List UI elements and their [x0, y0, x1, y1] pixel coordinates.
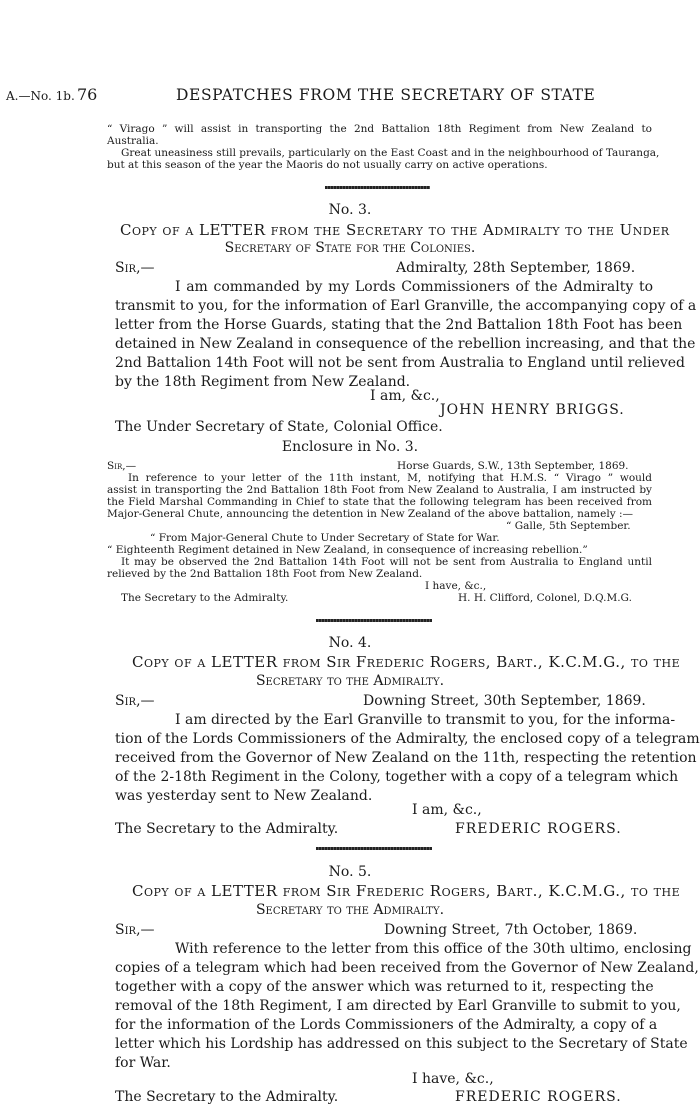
enclosure-line: It may be observed the 2nd Battalion 14th Foot will not be sent from Australia to England until: [121, 556, 652, 568]
body-line: for War.: [115, 1055, 171, 1071]
intro-line: Australia.: [107, 135, 159, 147]
running-title: DESPATCHES FROM THE SECRETARY OF STATE: [176, 86, 596, 104]
place-date: Downing Street, 30th September, 1869.: [363, 693, 646, 709]
signature: H. H. Clifford, Colonel, D.Q.M.G.: [458, 592, 632, 604]
body-line: letter which his Lordship has addressed on this subject to the Secretary of State: [115, 1036, 688, 1052]
addressee: The Secretary to the Admiralty.: [115, 821, 339, 837]
telegram-text: “ Eighteenth Regiment detained in New Zealand, in consequence of increasing rebellion.”: [107, 544, 588, 556]
enclosure-title: Enclosure in No. 3.: [281, 439, 419, 455]
addressee: The Secretary to the Admiralty.: [115, 1089, 339, 1105]
salutation: Sir,—: [115, 260, 155, 276]
salutation: Sir,—: [115, 693, 155, 709]
intro-line: “ Virago ” will assist in transporting the 2nd Battalion 18th Regiment from New Zealand to: [107, 123, 652, 135]
body-line: was yesterday sent to New Zealand.: [115, 788, 373, 804]
letter-title: Copy of a LETTER from the Secretary to the Admiralty to the Under: [120, 221, 670, 239]
body-line: 2nd Battalion 14th Foot will not be sent from Australia to England until relieved: [115, 355, 686, 371]
body-line: transmit to you, for the information of Earl Granville, the accompanying copy of a: [115, 298, 697, 314]
letter-title: Secretary to the Admiralty.: [255, 673, 445, 689]
body-line: letter from the Horse Guards, stating that the 2nd Battalion 18th Foot has been: [115, 317, 683, 333]
section-divider: [316, 619, 432, 622]
enclosure-line: In reference to your letter of the 11th instant, M, notifying that H.M.S. “ Virago ” would: [128, 472, 652, 484]
signature: FREDERIC ROGERS.: [455, 1089, 622, 1105]
body-line: received from the Governor of New Zealand on the 11th, respecting the retention: [115, 750, 697, 766]
letter-title: Secretary to the Admiralty.: [255, 902, 445, 918]
letter-number: No. 3.: [328, 202, 372, 218]
body-line: copies of a telegram which had been received from the Governor of New Zealand,: [115, 960, 699, 976]
letter-title: Copy of a LETTER from Sir Frederic Rogers, Bart., K.C.M.G., to the: [132, 653, 681, 671]
body-line: With reference to the letter from this office of the 30th ultimo, enclosing: [175, 941, 692, 957]
addressee: The Under Secretary of State, Colonial Office.: [115, 419, 443, 435]
telegram-date: “ Galle, 5th September.: [506, 520, 631, 532]
body-line: by the 18th Regiment from New Zealand.: [115, 374, 411, 390]
enclosure-line: relieved by the 2nd Battalion 18th Foot from New Zealand.: [107, 568, 423, 580]
intro-line: but at this season of the year the Maoris do not usually carry on active operations.: [107, 159, 548, 171]
closing: I am, &c.,: [412, 802, 482, 818]
enclosure-line: assist in transporting the 2nd Battalion 18th Foot from New Zealand to Australia, I am instructed by: [107, 484, 652, 496]
page-number: 76: [77, 85, 98, 104]
signature: JOHN HENRY BRIGGS.: [440, 402, 625, 418]
body-line: I am directed by the Earl Granville to transmit to you, for the informa-: [175, 712, 676, 728]
place-date: Horse Guards, S.W., 13th September, 1869.: [397, 460, 629, 472]
telegram-header: “ From Major-General Chute to Under Secretary of State for War.: [150, 532, 500, 544]
body-line: for the information of the Lords Commissioners of the Admiralty, a copy of a: [115, 1017, 658, 1033]
body-line: tion of the Lords Commissioners of the Admiralty, the enclosed copy of a telegram: [115, 731, 700, 747]
closing: I am, &c.,: [370, 388, 440, 404]
salutation: Sir,—: [115, 922, 155, 938]
salutation: Sir,—: [107, 460, 137, 472]
letter-title: Secretary of State for the Colonies.: [224, 240, 476, 256]
letter-title: Copy of a LETTER from Sir Frederic Rogers, Bart., K.C.M.G., to the: [132, 882, 681, 900]
closing: I have, &c.,: [412, 1071, 494, 1087]
body-line: of the 2-18th Regiment in the Colony, together with a copy of a telegram which: [115, 769, 679, 785]
document-reference: A.—No. 1b.: [6, 89, 75, 103]
letter-number: No. 4.: [328, 635, 372, 651]
addressee: The Secretary to the Admiralty.: [121, 592, 289, 604]
place-date: Admiralty, 28th September, 1869.: [396, 260, 636, 276]
body-line: removal of the 18th Regiment, I am directed by Earl Granville to submit to you,: [115, 998, 681, 1014]
body-line: detained in New Zealand in consequence of the rebellion increasing, and that the: [115, 336, 696, 352]
enclosure-line: the Field Marshal Commanding in Chief to state that the following telegram has been received from: [107, 496, 652, 508]
signature: FREDERIC ROGERS.: [455, 821, 622, 837]
intro-line: Great uneasiness still prevails, particularly on the East Coast and in the neighbourhood of Tauranga,: [121, 147, 660, 159]
body-line: I am commanded by my Lords Commissioners of the Admiralty to: [175, 279, 653, 295]
section-divider: [316, 847, 432, 850]
closing: I have, &c.,: [425, 580, 487, 592]
letter-number: No. 5.: [328, 864, 372, 880]
section-divider: [325, 186, 430, 189]
place-date: Downing Street, 7th October, 1869.: [384, 922, 638, 938]
enclosure-line: Major-General Chute, announcing the detention in New Zealand of the above battalion, namely :—: [107, 508, 634, 520]
body-line: together with a copy of the answer which was returned to it, respecting the: [115, 979, 654, 995]
